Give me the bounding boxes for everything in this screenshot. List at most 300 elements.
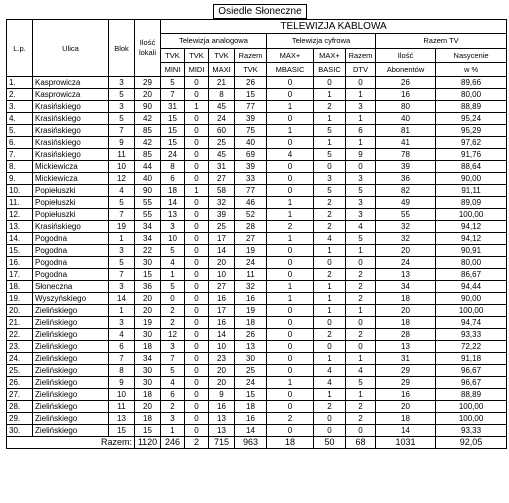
cell-razem-tvk: 32: [235, 281, 267, 293]
cell-ilosc-abon: 13: [376, 269, 436, 281]
cell-razem-dtv: 1: [346, 89, 376, 101]
header-max-mbasic-2: MBASIC: [267, 62, 314, 76]
cell-ulica: Zielińskiego: [33, 413, 109, 425]
cell-max-mbasic: 0: [267, 173, 314, 185]
cell-lp: 22.: [7, 329, 33, 341]
cell-ilosc-lokali: 18: [135, 341, 161, 353]
table-row: [7, 89, 507, 101]
spreadsheet-sheet: [2, 2, 507, 499]
cell-nasycenie: 80,00: [436, 89, 507, 101]
cell-razem-tvk: 77: [235, 101, 267, 113]
cell-max-mbasic: 1: [267, 233, 314, 245]
table-row: [7, 341, 507, 353]
cell-tvk-mini: 7: [161, 89, 185, 101]
cell-razem-dtv: 4: [346, 365, 376, 377]
cell-lp: 28.: [7, 401, 33, 413]
cell-max-mbasic: 0: [267, 317, 314, 329]
cell-razem-tvk: 24: [235, 257, 267, 269]
cell-nasycenie: 91,18: [436, 353, 507, 365]
table-row: [7, 125, 507, 137]
header-telewizja-kablowa: TELEWIZJA KABLOWA: [161, 20, 507, 34]
cell-ilosc-lokali: 20: [135, 293, 161, 305]
cell-ilosc-lokali: 90: [135, 101, 161, 113]
cell-tvk-maxi: 13: [209, 425, 235, 437]
cell-max-mbasic: 0: [267, 113, 314, 125]
table-row: [7, 377, 507, 389]
table-row: [7, 389, 507, 401]
header-tvk-mini-2: MINI: [161, 62, 185, 76]
cell-nasycenie: 96,67: [436, 377, 507, 389]
cell-nasycenie: 89,09: [436, 197, 507, 209]
cell-tvk-midi: 0: [185, 77, 209, 89]
cell-max-basic: 3: [314, 173, 346, 185]
cell-razem-dtv: 3: [346, 101, 376, 113]
totals-cell: 2: [185, 437, 209, 449]
cell-tvk-midi: 0: [185, 257, 209, 269]
header-razem-tvk-1: Razem: [235, 48, 267, 62]
cell-razem-tvk: 28: [235, 221, 267, 233]
cell-max-mbasic: 0: [267, 269, 314, 281]
cell-tvk-midi: 0: [185, 305, 209, 317]
table-row: [7, 209, 507, 221]
cell-blok: 6: [109, 341, 135, 353]
cell-tvk-midi: 0: [185, 269, 209, 281]
cell-tvk-maxi: 8: [209, 89, 235, 101]
cell-ilosc-abon: 80: [376, 101, 436, 113]
cell-tvk-mini: 15: [161, 137, 185, 149]
cell-max-mbasic: 2: [267, 413, 314, 425]
cell-tvk-mini: 2: [161, 305, 185, 317]
cell-tvk-midi: 0: [185, 161, 209, 173]
cell-ulica: Zielińskiego: [33, 341, 109, 353]
cell-nasycenie: 96,67: [436, 365, 507, 377]
cell-lp: 4.: [7, 113, 33, 125]
cell-nasycenie: 90,00: [436, 173, 507, 185]
cell-tvk-maxi: 21: [209, 77, 235, 89]
cell-ilosc-abon: 36: [376, 173, 436, 185]
cell-tvk-mini: 1: [161, 269, 185, 281]
cell-razem-dtv: 2: [346, 329, 376, 341]
cell-tvk-maxi: 16: [209, 401, 235, 413]
cell-max-basic: 0: [314, 341, 346, 353]
table-row: [7, 353, 507, 365]
header-tv-cyfrowa: Telewizja cyfrowa: [267, 34, 376, 48]
cell-max-basic: 0: [314, 257, 346, 269]
cell-max-mbasic: 0: [267, 77, 314, 89]
cell-lp: 23.: [7, 341, 33, 353]
cell-tvk-maxi: 31: [209, 161, 235, 173]
table-row: [7, 425, 507, 437]
cell-razem-dtv: 6: [346, 125, 376, 137]
cell-max-mbasic: 1: [267, 197, 314, 209]
cell-ulica: Krasińskiego: [33, 137, 109, 149]
cell-ilosc-lokali: 90: [135, 185, 161, 197]
cell-tvk-maxi: 16: [209, 317, 235, 329]
header-razem-dtv-2: DTV: [346, 62, 376, 76]
cell-razem-dtv: 2: [346, 413, 376, 425]
cell-ilosc-lokali: 36: [135, 281, 161, 293]
cell-blok: 15: [109, 425, 135, 437]
header-nasycenie-2: w %: [436, 62, 507, 76]
cell-tvk-maxi: 9: [209, 389, 235, 401]
cell-tvk-mini: 3: [161, 221, 185, 233]
cell-max-basic: 2: [314, 329, 346, 341]
cell-lp: 3.: [7, 101, 33, 113]
cell-lp: 6.: [7, 137, 33, 149]
table-row: [7, 77, 507, 89]
cell-razem-dtv: 1: [346, 245, 376, 257]
totals-cell: 1031: [376, 437, 436, 449]
cell-tvk-midi: 0: [185, 221, 209, 233]
cell-tvk-mini: 2: [161, 401, 185, 413]
cell-ilosc-abon: 55: [376, 209, 436, 221]
table-row: [7, 269, 507, 281]
cell-nasycenie: 88,89: [436, 101, 507, 113]
cell-tvk-maxi: 20: [209, 377, 235, 389]
cell-max-mbasic: 0: [267, 305, 314, 317]
cell-max-mbasic: 0: [267, 401, 314, 413]
cell-ilosc-abon: 13: [376, 341, 436, 353]
totals-cell: 18: [267, 437, 314, 449]
cell-ilosc-abon: 31: [376, 353, 436, 365]
cell-tvk-midi: 0: [185, 233, 209, 245]
cell-tvk-midi: 0: [185, 125, 209, 137]
cell-ilosc-abon: 82: [376, 185, 436, 197]
cell-nasycenie: 86,67: [436, 269, 507, 281]
cell-lp: 24.: [7, 353, 33, 365]
cell-blok: 1: [109, 233, 135, 245]
cell-ulica: Wyszyńskiego: [33, 293, 109, 305]
cell-ilosc-lokali: 34: [135, 221, 161, 233]
cell-razem-tvk: 30: [235, 353, 267, 365]
cell-nasycenie: 100,00: [436, 305, 507, 317]
cell-ulica: Kasprowicza: [33, 89, 109, 101]
cell-razem-dtv: 1: [346, 113, 376, 125]
table-body: [7, 77, 507, 437]
cell-ulica: Krasińskiego: [33, 125, 109, 137]
cell-nasycenie: 91,11: [436, 185, 507, 197]
header-ilosc-abon-1: Ilość: [376, 48, 436, 62]
cell-tvk-midi: 0: [185, 329, 209, 341]
cell-lp: 5.: [7, 125, 33, 137]
cell-nasycenie: 94,12: [436, 233, 507, 245]
cell-max-basic: 1: [314, 353, 346, 365]
cell-max-mbasic: 1: [267, 377, 314, 389]
cell-ilosc-abon: 81: [376, 125, 436, 137]
cell-tvk-maxi: 10: [209, 341, 235, 353]
cell-tvk-midi: 0: [185, 425, 209, 437]
cell-max-mbasic: 4: [267, 149, 314, 161]
cell-ulica: Słoneczna: [33, 281, 109, 293]
cell-tvk-midi: 0: [185, 197, 209, 209]
cell-blok: 11: [109, 401, 135, 413]
cell-ilosc-lokali: 34: [135, 353, 161, 365]
cell-lp: 18.: [7, 281, 33, 293]
header-blok: Blok: [109, 20, 135, 77]
cell-blok: 4: [109, 185, 135, 197]
cell-ulica: Zielińskiego: [33, 329, 109, 341]
cell-ulica: Krasińskiego: [33, 221, 109, 233]
cell-ulica: Zielińskiego: [33, 317, 109, 329]
cell-razem-tvk: 77: [235, 185, 267, 197]
table-row: [7, 149, 507, 161]
header-ulica: Ulica: [33, 20, 109, 77]
cell-razem-dtv: 0: [346, 257, 376, 269]
cell-razem-tvk: 25: [235, 365, 267, 377]
cell-tvk-midi: 0: [185, 245, 209, 257]
cell-blok: 3: [109, 281, 135, 293]
cell-ilosc-lokali: 15: [135, 425, 161, 437]
cell-tvk-maxi: 60: [209, 125, 235, 137]
cell-blok: 7: [109, 125, 135, 137]
cell-tvk-maxi: 10: [209, 269, 235, 281]
cell-blok: 9: [109, 377, 135, 389]
cell-razem-dtv: 0: [346, 341, 376, 353]
cell-tvk-maxi: 20: [209, 365, 235, 377]
cell-tvk-maxi: 25: [209, 137, 235, 149]
table-row: [7, 197, 507, 209]
cell-ulica: Pogodna: [33, 269, 109, 281]
cell-blok: 9: [109, 137, 135, 149]
cell-tvk-maxi: 45: [209, 149, 235, 161]
cell-tvk-maxi: 27: [209, 281, 235, 293]
cell-tvk-midi: 0: [185, 149, 209, 161]
cell-lp: 21.: [7, 317, 33, 329]
header-razem-dtv-1: Razem: [346, 48, 376, 62]
cell-ilosc-lokali: 30: [135, 257, 161, 269]
cell-ilosc-lokali: 19: [135, 317, 161, 329]
cell-tvk-maxi: 39: [209, 209, 235, 221]
cell-tvk-mini: 2: [161, 317, 185, 329]
table-row: [7, 305, 507, 317]
cell-max-basic: 2: [314, 197, 346, 209]
cell-ilosc-lokali: 30: [135, 377, 161, 389]
cell-nasycenie: 89,66: [436, 77, 507, 89]
cell-max-mbasic: 0: [267, 245, 314, 257]
cell-tvk-mini: 31: [161, 101, 185, 113]
cell-nasycenie: 100,00: [436, 413, 507, 425]
cell-blok: 10: [109, 389, 135, 401]
cell-ilosc-abon: 18: [376, 413, 436, 425]
cell-max-basic: 5: [314, 149, 346, 161]
table-row: [7, 293, 507, 305]
cell-ulica: Zielińskiego: [33, 365, 109, 377]
cell-ilosc-lokali: 55: [135, 197, 161, 209]
cell-ilosc-lokali: 20: [135, 401, 161, 413]
cell-tvk-mini: 18: [161, 185, 185, 197]
cell-tvk-maxi: 17: [209, 305, 235, 317]
cell-max-mbasic: 0: [267, 137, 314, 149]
cell-tvk-midi: 0: [185, 317, 209, 329]
cell-max-basic: 1: [314, 137, 346, 149]
header-razem-tvk-2: TVK: [235, 62, 267, 76]
cell-blok: 10: [109, 161, 135, 173]
cell-lp: 14.: [7, 233, 33, 245]
cell-ilosc-lokali: 29: [135, 77, 161, 89]
cell-blok: 14: [109, 293, 135, 305]
cell-max-basic: 1: [314, 113, 346, 125]
cell-blok: 5: [109, 197, 135, 209]
cell-blok: 3: [109, 245, 135, 257]
cell-tvk-mini: 13: [161, 209, 185, 221]
cell-max-basic: 1: [314, 281, 346, 293]
cell-max-basic: 1: [314, 89, 346, 101]
cell-ilosc-lokali: 42: [135, 113, 161, 125]
cell-tvk-maxi: 25: [209, 221, 235, 233]
cell-razem-dtv: 0: [346, 161, 376, 173]
cell-tvk-midi: 0: [185, 113, 209, 125]
cell-ulica: Kasprowicza: [33, 77, 109, 89]
cell-tvk-midi: 0: [185, 209, 209, 221]
totals-cell: 715: [209, 437, 235, 449]
cell-ilosc-abon: 28: [376, 329, 436, 341]
cell-razem-tvk: 40: [235, 137, 267, 149]
cell-ulica: Pogodna: [33, 245, 109, 257]
cell-lp: 16.: [7, 257, 33, 269]
cell-nasycenie: 90,91: [436, 245, 507, 257]
table-row: [7, 221, 507, 233]
cell-tvk-mini: 6: [161, 389, 185, 401]
cell-razem-dtv: 0: [346, 317, 376, 329]
cell-ilosc-abon: 16: [376, 89, 436, 101]
cable-tv-table: [6, 19, 507, 449]
cell-max-basic: 2: [314, 209, 346, 221]
cell-ilosc-lokali: 40: [135, 173, 161, 185]
cell-ilosc-lokali: 15: [135, 269, 161, 281]
totals-cell: 50: [314, 437, 346, 449]
cell-ilosc-lokali: 18: [135, 389, 161, 401]
cell-razem-dtv: 1: [346, 353, 376, 365]
cell-blok: 7: [109, 269, 135, 281]
cell-lp: 13.: [7, 221, 33, 233]
cell-ulica: Zielińskiego: [33, 377, 109, 389]
cell-blok: 7: [109, 353, 135, 365]
cell-blok: 5: [109, 89, 135, 101]
cell-nasycenie: 95,29: [436, 125, 507, 137]
cell-max-mbasic: 0: [267, 425, 314, 437]
cell-razem-tvk: 39: [235, 113, 267, 125]
cell-max-mbasic: 0: [267, 185, 314, 197]
cell-ilosc-abon: 40: [376, 113, 436, 125]
cell-razem-tvk: 16: [235, 413, 267, 425]
cell-max-basic: 1: [314, 305, 346, 317]
table-row: [7, 245, 507, 257]
cell-tvk-mini: 4: [161, 377, 185, 389]
cell-tvk-mini: 12: [161, 329, 185, 341]
cell-tvk-midi: 0: [185, 365, 209, 377]
cell-blok: 5: [109, 257, 135, 269]
table-row: [7, 329, 507, 341]
cell-tvk-mini: 7: [161, 353, 185, 365]
cell-ulica: Zielińskiego: [33, 425, 109, 437]
totals-cell: 92,05: [436, 437, 507, 449]
totals-cell: 1120: [135, 437, 161, 449]
cell-tvk-mini: 3: [161, 341, 185, 353]
cell-ilosc-abon: 41: [376, 137, 436, 149]
cell-tvk-mini: 10: [161, 233, 185, 245]
cell-tvk-midi: 1: [185, 101, 209, 113]
cell-ilosc-lokali: 30: [135, 365, 161, 377]
totals-label: Razem:: [7, 437, 135, 449]
cell-ulica: Zielińskiego: [33, 401, 109, 413]
cell-max-mbasic: 1: [267, 281, 314, 293]
header-nasycenie-1: Nasycenie: [436, 48, 507, 62]
table-row: [7, 233, 507, 245]
totals-cell: 246: [161, 437, 185, 449]
cell-ilosc-abon: 29: [376, 365, 436, 377]
cell-tvk-maxi: 27: [209, 173, 235, 185]
cell-ilosc-abon: 18: [376, 317, 436, 329]
cell-blok: 12: [109, 173, 135, 185]
cell-tvk-maxi: 14: [209, 245, 235, 257]
cell-ulica: Mickiewicza: [33, 173, 109, 185]
cell-tvk-mini: 5: [161, 77, 185, 89]
table-row: [7, 185, 507, 197]
cell-lp: 25.: [7, 365, 33, 377]
cell-tvk-mini: 6: [161, 173, 185, 185]
cell-razem-tvk: 16: [235, 293, 267, 305]
cell-max-mbasic: 0: [267, 341, 314, 353]
cell-ilosc-abon: 20: [376, 305, 436, 317]
cell-razem-dtv: 1: [346, 389, 376, 401]
cell-max-basic: 4: [314, 377, 346, 389]
cell-tvk-maxi: 58: [209, 185, 235, 197]
cell-max-basic: 0: [314, 425, 346, 437]
totals-row: [7, 437, 507, 449]
totals-cell: 68: [346, 437, 376, 449]
cell-nasycenie: 97,62: [436, 137, 507, 149]
cell-max-basic: 4: [314, 365, 346, 377]
cell-razem-tvk: 11: [235, 269, 267, 281]
cell-max-basic: 0: [314, 161, 346, 173]
cell-razem-tvk: 19: [235, 305, 267, 317]
cell-blok: 19: [109, 221, 135, 233]
cell-razem-tvk: 15: [235, 389, 267, 401]
cell-blok: 11: [109, 149, 135, 161]
cell-nasycenie: 93,33: [436, 329, 507, 341]
table-row: [7, 365, 507, 377]
cell-ulica: Popiełuszki: [33, 185, 109, 197]
cell-ilosc-abon: 78: [376, 149, 436, 161]
cell-razem-tvk: 27: [235, 233, 267, 245]
cell-razem-dtv: 9: [346, 149, 376, 161]
header-tvk-mini-1: TVK: [161, 48, 185, 62]
cell-tvk-mini: 0: [161, 293, 185, 305]
table-row: [7, 401, 507, 413]
cell-ilosc-abon: 29: [376, 377, 436, 389]
cell-razem-dtv: 2: [346, 269, 376, 281]
cell-max-mbasic: 0: [267, 365, 314, 377]
cell-razem-tvk: 75: [235, 125, 267, 137]
cell-tvk-midi: 0: [185, 173, 209, 185]
cell-max-mbasic: 1: [267, 293, 314, 305]
cell-tvk-mini: 15: [161, 113, 185, 125]
cell-nasycenie: 100,00: [436, 401, 507, 413]
cell-blok: 5: [109, 113, 135, 125]
cell-max-basic: 5: [314, 185, 346, 197]
cell-razem-dtv: 2: [346, 293, 376, 305]
cell-ilosc-lokali: 55: [135, 209, 161, 221]
cell-ilosc-abon: 49: [376, 197, 436, 209]
cell-ilosc-abon: 24: [376, 257, 436, 269]
cell-nasycenie: 88,64: [436, 161, 507, 173]
cell-nasycenie: 95,24: [436, 113, 507, 125]
cell-tvk-mini: 1: [161, 425, 185, 437]
cell-max-mbasic: 0: [267, 257, 314, 269]
table-row: [7, 137, 507, 149]
cell-lp: 26.: [7, 377, 33, 389]
cell-lp: 15.: [7, 245, 33, 257]
